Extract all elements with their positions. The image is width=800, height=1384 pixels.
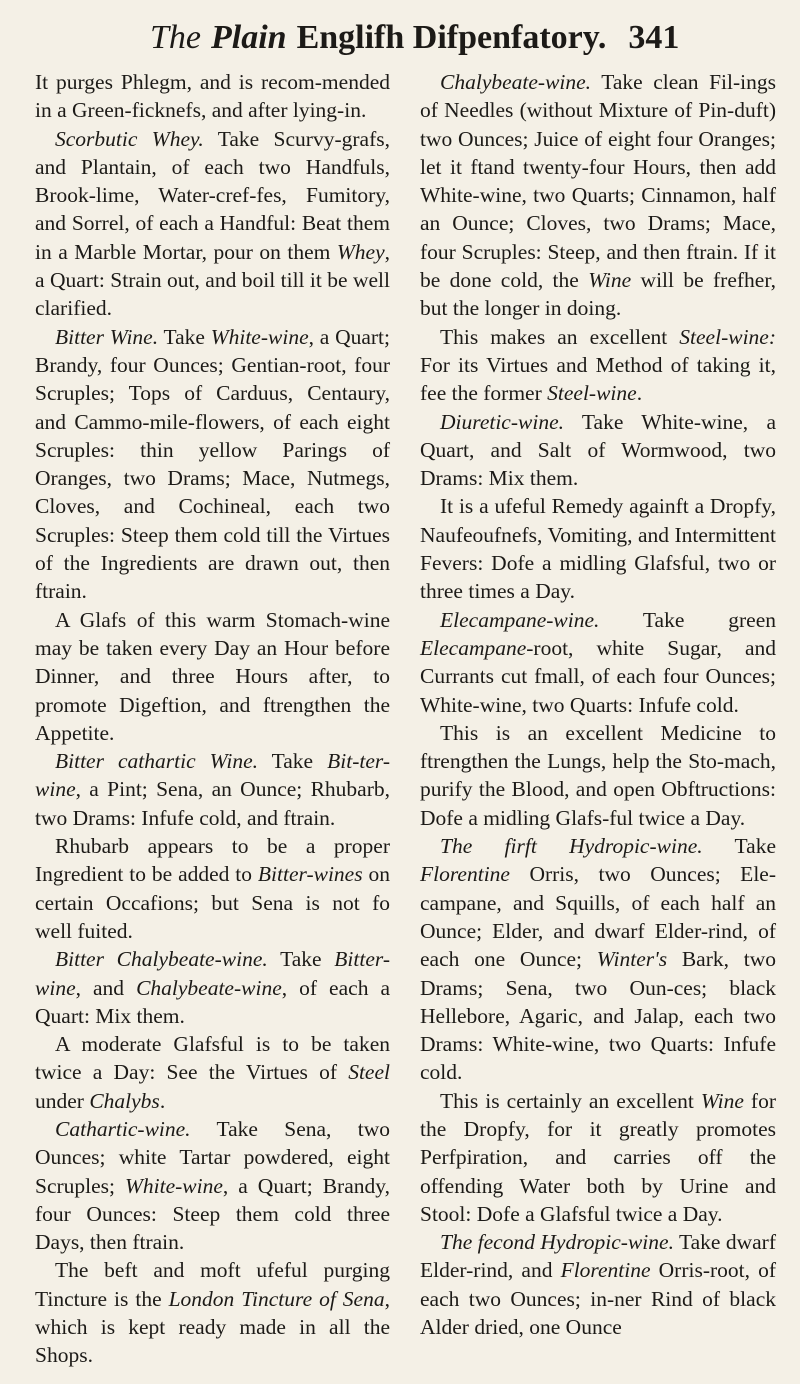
recipe-title: Bitter Chalybeate-wine. bbox=[55, 947, 268, 972]
running-header bbox=[150, 12, 750, 64]
italic-term: Bit-ter-wine bbox=[35, 749, 390, 802]
recipe-elecampane-wine bbox=[420, 606, 776, 719]
italic-term: Steel bbox=[348, 1060, 390, 1085]
italic-term: Wine bbox=[588, 268, 632, 293]
recipe-first-hydropic-wine bbox=[420, 832, 776, 1087]
italic-term: Chalybeate-wine bbox=[136, 975, 282, 1000]
text-run: For its Virtues and Method of taking it, fee the former bbox=[420, 352, 776, 406]
text-run: will be frefher, but the longer in doing. bbox=[420, 268, 776, 321]
italic-term: Chalybs bbox=[89, 1088, 160, 1113]
text-run: Take bbox=[267, 947, 335, 972]
text-run: , which is kept ready made in all the Shops. bbox=[35, 1286, 390, 1368]
recipe-title: Diuretic-wine. bbox=[440, 409, 564, 434]
paragraph bbox=[420, 1087, 776, 1228]
recipe-title: Scorbutic Whey. bbox=[55, 126, 204, 151]
text-run: under bbox=[35, 1088, 90, 1113]
text-run: , a Pint; Sena, an Ounce; Rhubarb, two Drams: Infufe cold, and ftrain. bbox=[35, 777, 390, 830]
recipe-bitter-wine bbox=[35, 323, 390, 606]
recipe-scorbutic-whey bbox=[35, 125, 390, 323]
recipe-title: The fecond Hydropic-wine. bbox=[440, 1230, 674, 1255]
italic-term: Wine bbox=[700, 1088, 744, 1113]
paragraph bbox=[35, 68, 390, 125]
recipe-title: Bitter Wine. bbox=[55, 324, 159, 349]
paragraph bbox=[420, 492, 776, 605]
text-run: Take Scurvy-grafs, and Plantain, of each two Handfuls, Brook-lime, Water-cref-fes, Fumitory, and Sorrel, of each a Handful: Beat them in a Marble Mortar, pour on them bbox=[35, 126, 390, 264]
text-run: . bbox=[159, 1088, 166, 1113]
text-run: A moderate Glafsful is to be taken twice a Day: See the Virtues of bbox=[35, 1032, 390, 1085]
paragraph bbox=[35, 832, 390, 945]
text-run: Take White-wine, a Quart, and Salt of Wormwood, two Drams: Mix them. bbox=[420, 409, 776, 491]
text-run: , and bbox=[75, 975, 137, 1000]
italic-term: Elecampane bbox=[420, 635, 527, 660]
recipe-title: The firft Hydropic-wine. bbox=[440, 834, 703, 859]
recipe-bitter-chalybeate-wine bbox=[35, 945, 390, 1030]
text-run: This makes an excellent bbox=[440, 324, 680, 349]
text-run: Take clean Fil-ings of Needles (without Mixture of Pin-duft) two Ounces; Juice of eight four Oranges; let it ftand twenty-four Hours, then add White-wine, two Quarts; Cinnamon, half an Ounce; Cloves, two Drams; Mace, four Scruples: Steep, and then ftrain. If it be done cold, the bbox=[420, 70, 776, 293]
paragraph bbox=[420, 323, 776, 408]
text-run: Take green bbox=[599, 607, 776, 632]
page-number: 341 bbox=[628, 19, 680, 56]
text-run: , a Quart; Brandy, four Ounces; Gentian-root, four Scruples; Tops of Carduus, Centaury, and Cammo-mile-flowers, of each eight Scruples: thin yellow Parings of Oranges, two Drams; Mace, Nutmegs, Cloves, and Cochineal, each two Scruples: Steep them cold till the Virtues of the Ingredients are drawn out, then ftrain. bbox=[35, 324, 390, 604]
paragraph bbox=[35, 1030, 390, 1115]
text-run: Take Sena, two Ounces; white Tartar powdered, eight Scruples; bbox=[35, 1116, 390, 1198]
text-run: Bark, two Drams; Sena, two Oun-ces; black Hellebore, Agaric, and Jalap, each two Drams: White-wine, two Quarts: Infufe cold. bbox=[420, 947, 777, 1085]
text-run: on certain Occafions; but Sena is not fo well fuited. bbox=[35, 862, 390, 943]
text-run: This is an excellent Medicine to ftrengthen the Lungs, help the Sto-mach, purify the Blood, and open Obftructions: Dofe a midling Glafs-ful twice a Day. bbox=[420, 720, 776, 830]
italic-term: White-wine bbox=[210, 324, 309, 349]
italic-term: Steel-wine bbox=[547, 381, 637, 406]
recipe-second-hydropic-wine bbox=[420, 1228, 776, 1341]
recipe-title: Cathartic-wine. bbox=[55, 1116, 191, 1141]
header-word-the: The bbox=[150, 19, 201, 56]
text-run: , a Quart; Brandy, four Ounces: Steep them cold three Days, then ftrain. bbox=[35, 1173, 390, 1255]
text-run: for the Dropfy, for it greatly promotes Perfpiration, and carries off the offending Water both by Urine and Stool: Dofe a Glafsful twice a Day. bbox=[420, 1088, 777, 1226]
italic-term: Bitter-wines bbox=[257, 862, 363, 887]
text-run: It purges Phlegm, and is recom-mended in a Green-ficknefs, and after lying-in. bbox=[35, 70, 390, 123]
text-run: , a Quart: Strain out, and boil till it be well clarified. bbox=[35, 239, 390, 321]
right-column bbox=[420, 68, 776, 1341]
italic-term: Florentine bbox=[420, 862, 510, 887]
text-run: Take bbox=[702, 834, 776, 859]
text-run: Take dwarf Elder-rind, and bbox=[420, 1230, 777, 1283]
left-column bbox=[35, 68, 390, 1370]
text-run: Take bbox=[258, 749, 328, 774]
header-word-plain: Plain bbox=[211, 19, 287, 56]
paragraph bbox=[420, 719, 776, 832]
recipe-chalybeate-wine bbox=[420, 68, 776, 323]
text-run: , of each a Quart: Mix them. bbox=[35, 975, 390, 1028]
recipe-title: Elecampane-wine. bbox=[440, 607, 600, 632]
text-run: A Glafs of this warm Stomach-wine may be taken every Day an Hour before Dinner, and three Hours after, to promote Digeftion, and ftrengthen the Appetite. bbox=[35, 607, 390, 745]
italic-term: Winter's bbox=[596, 947, 668, 972]
recipe-bitter-cathartic-wine bbox=[35, 747, 390, 832]
text-run: Orris, two Ounces; Ele-campane, and Squills, of each half an Ounce; Elder, and dwarf Elder-rind, of each one Ounce; bbox=[420, 862, 776, 972]
text-run: This is certainly an excellent bbox=[440, 1088, 701, 1113]
paragraph bbox=[35, 606, 390, 747]
recipe-cathartic-wine bbox=[35, 1115, 390, 1256]
paragraph bbox=[35, 1256, 390, 1369]
italic-term: Steel-wine: bbox=[679, 324, 776, 349]
italic-term: London Tincture of Sena bbox=[168, 1286, 385, 1311]
text-run: -root, white Sugar, and Currants cut fmall, of each four Ounces; White-wine, two Quarts: Infufe cold. bbox=[420, 635, 776, 717]
text-run: The beft and moft ufeful purging Tincture is the bbox=[35, 1258, 390, 1311]
italic-term: Florentine bbox=[560, 1258, 651, 1283]
recipe-title: Bitter cathartic Wine. bbox=[55, 749, 258, 774]
recipe-title: Chalybeate-wine. bbox=[440, 70, 592, 94]
recipe-diuretic-wine bbox=[420, 408, 776, 493]
text-run: Orris-root, of each two Ounces; in-ner Rind of black Alder dried, one Ounce bbox=[420, 1258, 777, 1340]
italic-term: Whey bbox=[336, 239, 385, 264]
text-run: It is a ufeful Remedy againft a Dropfy, Naufeoufnefs, Vomiting, and Intermittent Fevers: Dofe a midling Glafsful, two or three times a Day. bbox=[420, 494, 776, 604]
italic-term: White-wine bbox=[125, 1173, 223, 1198]
italic-term: Bitter-wine bbox=[35, 947, 390, 1000]
header-title: Englifh Difpenfatory. bbox=[296, 19, 607, 56]
text-run: Rhubarb appears to be a proper Ingredient to be added to bbox=[35, 834, 390, 887]
text-run: Take bbox=[158, 324, 211, 349]
text-run: . bbox=[636, 381, 643, 406]
